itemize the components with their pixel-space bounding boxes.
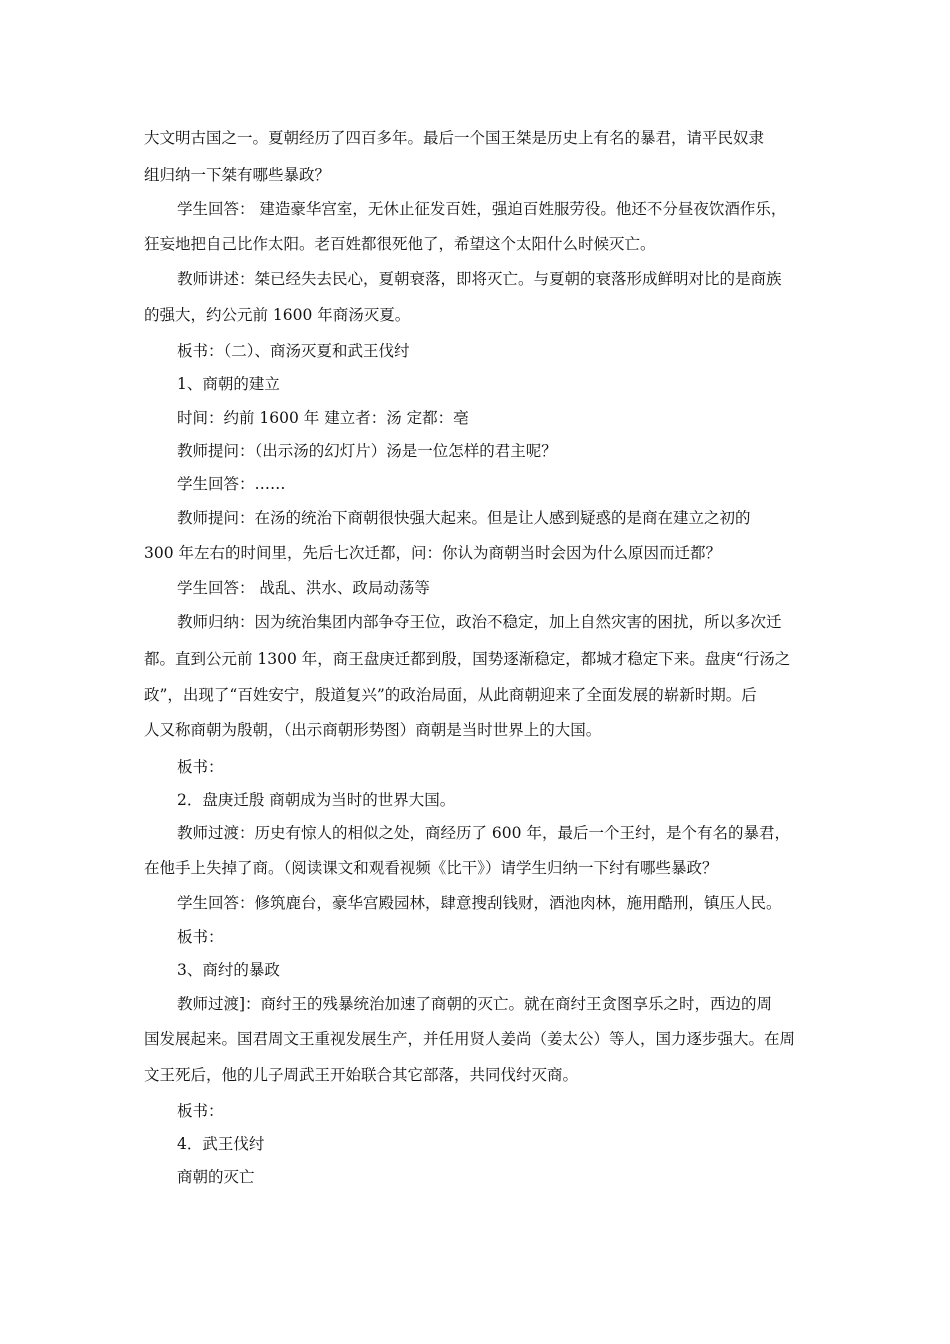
text-line: 1、商朝的建立	[177, 375, 280, 393]
text-line: 教师归纳：因为统治集团内部争夺王位，政治不稳定，加上自然灾害的困扰，所以多次迁	[177, 613, 782, 631]
text-line: 时间：约前 1600 年 建立者：汤 定都：亳	[177, 409, 469, 427]
text-line: 政”，出现了“百姓安宁，殷道复兴”的政治局面，从此商朝迎来了全面发展的崭新时期。后	[144, 686, 757, 704]
text-line: 4．武王伐纣	[177, 1135, 265, 1153]
text-line: 学生回答：……	[177, 475, 286, 493]
text-line: 板书：	[177, 758, 224, 776]
text-line: 300 年左右的时间里，先后七次迁都，问：你认为商朝当时会因为什么原因而迁都？	[144, 544, 722, 562]
text-line: 学生回答：修筑鹿台，豪华宫殿园林，肆意搜刮钱财，酒池肉林，施用酷刑，镇压人民。	[177, 894, 782, 912]
text-line: 教师过渡：历史有惊人的相似之处，商经历了 600 年，最后一个王纣，是个有名的暴君，	[177, 824, 790, 842]
text-line: 文王死后，他的儿子周武王开始联合其它部落，共同伐纣灭商。	[144, 1066, 579, 1084]
text-line: 2．盘庚迁殷 商朝成为当时的世界大国。	[177, 791, 456, 809]
text-line: 的强大，约公元前 1600 年商汤灭夏。	[144, 306, 411, 324]
text-line: 人又称商朝为殷朝，（出示商朝形势图）商朝是当时世界上的大国。	[144, 721, 602, 739]
text-line: 板书：	[177, 928, 224, 946]
text-line: 在他手上失掉了商。（阅读课文和观看视频《比干》）请学生归纳一下纣有哪些暴政？	[144, 859, 718, 877]
text-line: 狂妄地把自己比作太阳。老百姓都很死他了，希望这个太阳什么时候灭亡。	[144, 235, 656, 253]
text-line: 板书：	[177, 1102, 224, 1120]
text-line: 学生回答： 战乱、洪水、政局动荡等	[177, 579, 430, 597]
text-line: 大文明古国之一。夏朝经历了四百多年。最后一个国王桀是历史上有名的暴君，请平民奴隶	[144, 129, 765, 147]
text-line: 教师过渡]：商纣王的残暴统治加速了商朝的灭亡。就在商纣王贪图享乐之时，西边的周	[177, 995, 773, 1013]
text-line: 商朝的灭亡	[177, 1168, 255, 1186]
text-line: 教师提问：（出示汤的幻灯片）汤是一位怎样的君主呢？	[177, 442, 557, 460]
text-line: 国发展起来。国君周文王重视发展生产，并任用贤人姜尚（姜太公）等人，国力逐步强大。在周	[144, 1030, 796, 1048]
text-line: 学生回答： 建造豪华宫室，无休止征发百姓，强迫百姓服劳役。他还不分昼夜饮酒作乐，	[177, 200, 787, 218]
text-line: 教师讲述：桀已经失去民心，夏朝衰落，即将灭亡。与夏朝的衰落形成鲜明对比的是商族	[177, 270, 782, 288]
text-line: 教师提问：在汤的统治下商朝很快强大起来。但是让人感到疑惑的是商在建立之初的	[177, 509, 751, 527]
text-line: 组归纳一下桀有哪些暴政？	[144, 166, 331, 184]
text-line: 3、商纣的暴政	[177, 961, 280, 979]
text-line: 板书：（二）、商汤灭夏和武王伐纣	[177, 342, 410, 360]
text-line: 都。直到公元前 1300 年，商王盘庚迁都到殷，国势逐渐稳定，都城才稳定下来。盘庚“行汤之	[144, 650, 791, 668]
